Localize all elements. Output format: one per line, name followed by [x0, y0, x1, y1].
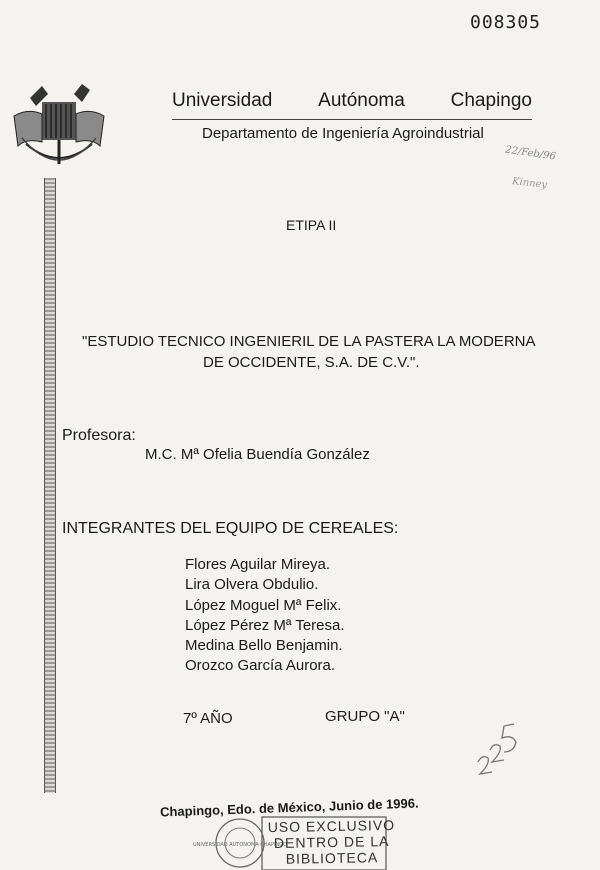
stamp-text: [268, 817, 396, 867]
team-member: Flores Aguilar Mireya.: [185, 556, 331, 573]
handwritten-note-top-2: Kinney: [511, 176, 548, 191]
document-title-line-2: DE OCCIDENTE, S.A. DE C.V.".: [203, 354, 420, 371]
university-word-2: Autónoma: [318, 90, 405, 111]
team-member: López Moguel Mª Felix.: [185, 596, 342, 614]
stamp-line-2: DENTRO DE LA: [273, 832, 390, 852]
group-label: GRUPO "A": [325, 708, 405, 725]
university-word-1: Universidad: [172, 90, 273, 111]
header-rule: [172, 119, 532, 120]
university-word-3: Chapingo: [450, 90, 532, 111]
university-emblem-logo: [8, 80, 110, 180]
team-member: Lira Olvera Obdulio.: [185, 576, 319, 594]
team-heading: INTEGRANTES DEL EQUIPO DE CEREALES:: [62, 520, 399, 537]
place-and-date: Chapingo, Edo. de México, Junio de 1996.: [159, 795, 419, 820]
year-label: 7º AÑO: [183, 710, 233, 727]
team-member: Orozco García Aurora.: [185, 657, 336, 675]
university-name: [172, 90, 532, 112]
stamp-line-3: BIBLIOTECA: [285, 849, 379, 867]
binding-spine: [44, 178, 56, 793]
stamp-seal-text: UNIVERSIDAD AUTONOMA CHAPINGO: [193, 842, 287, 848]
document-title-line-1: "ESTUDIO TECNICO INGENIERIL DE LA PASTERA LA MODERNA: [82, 333, 536, 350]
serial-number: 008305: [470, 12, 542, 33]
stamp-line-1: USO EXCLUSIVO: [267, 816, 396, 836]
handwritten-note-top: 22/Feb/96: [504, 144, 557, 163]
department-name: Departamento de Ingeniería Agroindustrial: [202, 125, 484, 142]
handwritten-number-225: [472, 718, 532, 778]
team-member-list: [185, 555, 345, 677]
stage-label: ETIPA II: [286, 217, 337, 233]
professor-label: Profesora:: [62, 427, 136, 444]
team-member: López Pérez Mª Teresa.: [185, 616, 345, 634]
team-member: Medina Bello Benjamin.: [185, 637, 343, 655]
professor-name: M.C. Mª Ofelia Buendía González: [145, 446, 370, 463]
